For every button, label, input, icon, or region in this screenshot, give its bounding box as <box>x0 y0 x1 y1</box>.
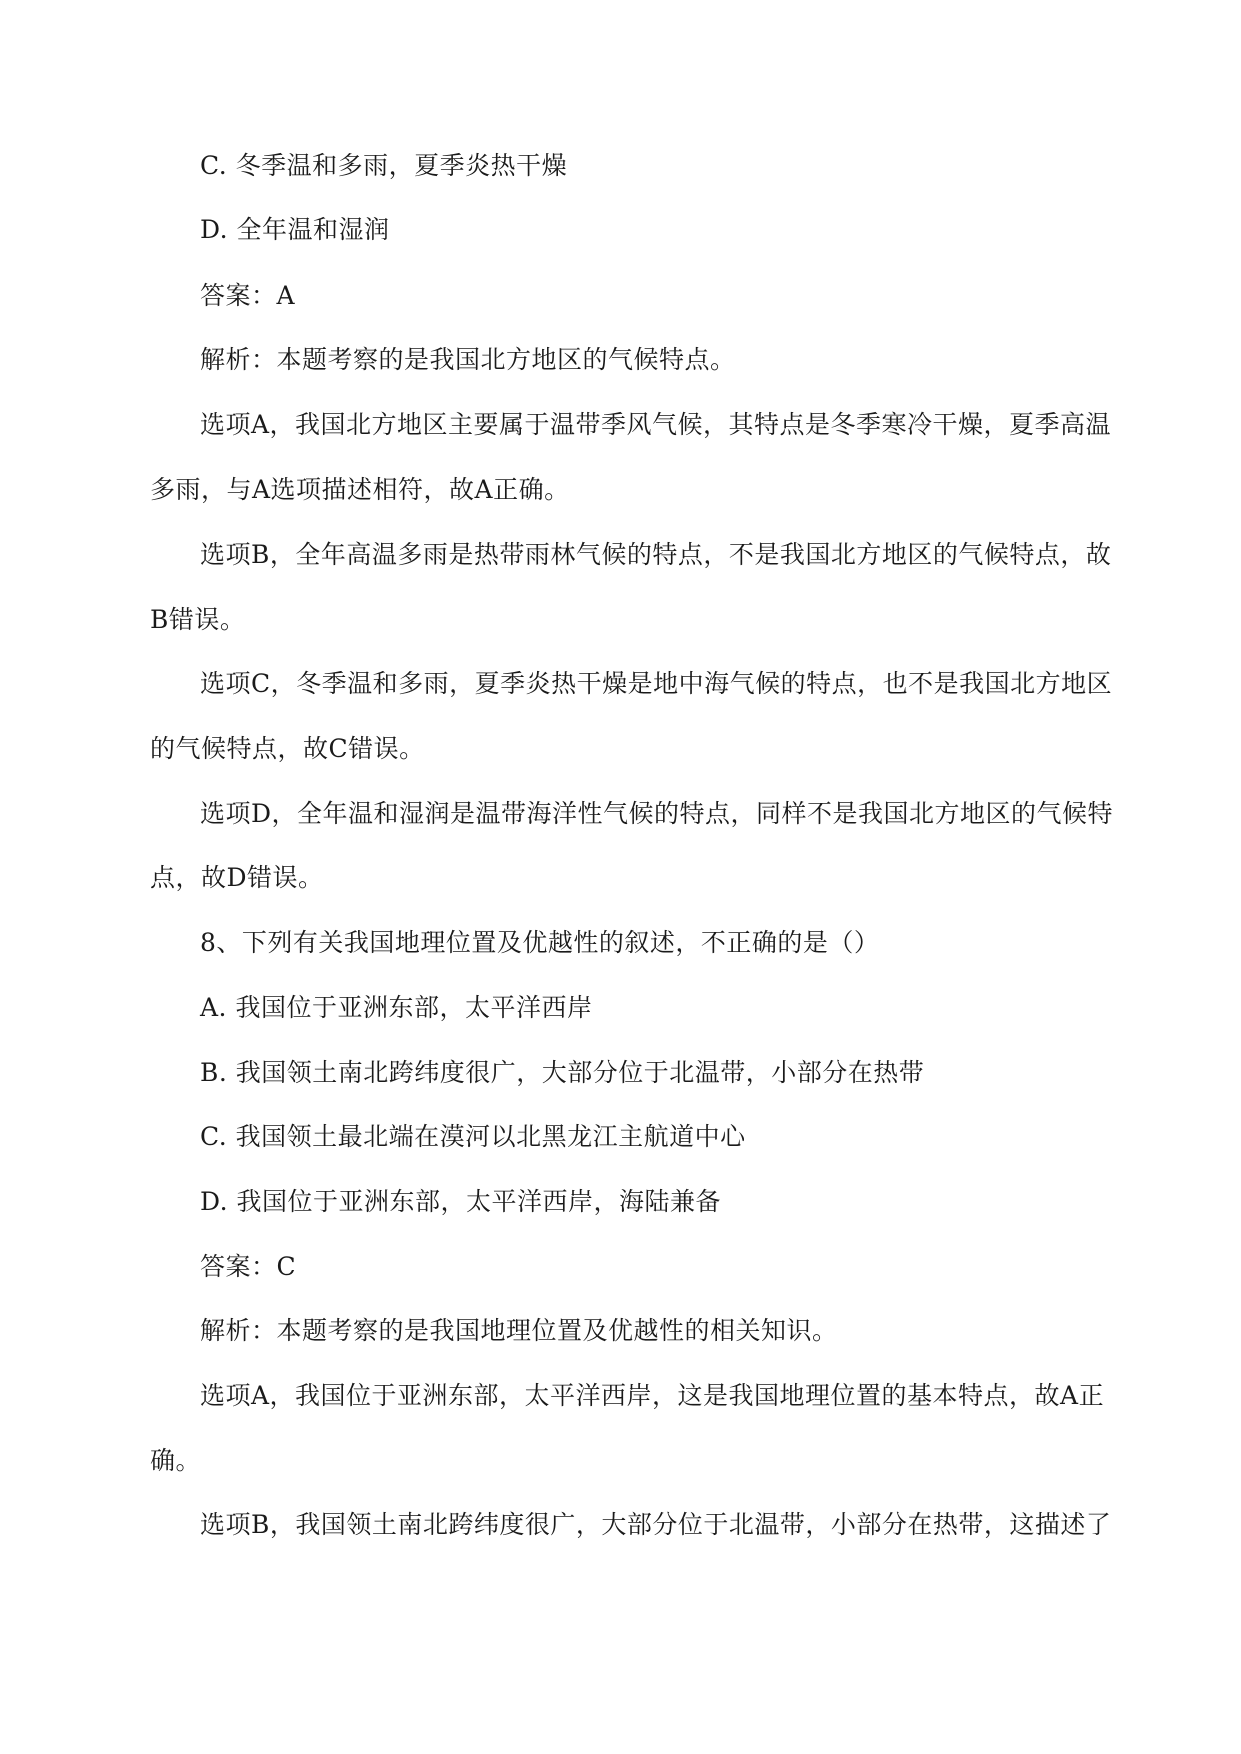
q8-option-c-line: C. 我国领土最北端在漠河以北黑龙江主航道中心 <box>200 1122 746 1151</box>
explanation-d-line1: 选项D，全年温和湿润是温带海洋性气候的特点，同样不是我国北方地区的气候特 <box>200 799 1114 828</box>
explanation-a-line2: 多雨，与A选项描述相符，故A正确。 <box>150 475 570 504</box>
q8-explanation-b-line1: 选项B，我国领土南北跨纬度很广，大部分位于北温带，小部分在热带，这描述了 <box>200 1510 1112 1539</box>
analysis-line: 解析：本题考察的是我国北方地区的气候特点。 <box>200 345 736 374</box>
option-c-line: C. 冬季温和多雨，夏季炎热干燥 <box>200 151 568 180</box>
explanation-b-line2: B错误。 <box>150 605 246 634</box>
explanation-b-line1: 选项B，全年高温多雨是热带雨林气候的特点，不是我国北方地区的气候特点，故 <box>200 540 1112 569</box>
explanation-a-line1: 选项A，我国北方地区主要属于温带季风气候，其特点是冬季寒冷干燥，夏季高温 <box>200 410 1112 439</box>
q8-answer-line: 答案：C <box>200 1252 297 1281</box>
explanation-c-line2: 的气候特点，故C错误。 <box>150 734 425 763</box>
q8-analysis-line: 解析：本题考察的是我国地理位置及优越性的相关知识。 <box>200 1316 838 1345</box>
q8-option-a-line: A. 我国位于亚洲东部，太平洋西岸 <box>200 993 593 1022</box>
option-d-line: D. 全年温和湿润 <box>200 215 390 244</box>
question-8-line: 8、下列有关我国地理位置及优越性的叙述，不正确的是（） <box>200 928 880 957</box>
q8-option-d-line: D. 我国位于亚洲东部，太平洋西岸，海陆兼备 <box>200 1187 722 1216</box>
answer-line: 答案：A <box>200 281 296 310</box>
q8-explanation-a-line2: 确。 <box>150 1446 202 1475</box>
explanation-d-line2: 点，故D错误。 <box>150 863 324 892</box>
q8-explanation-a-line1: 选项A，我国位于亚洲东部，太平洋西岸，这是我国地理位置的基本特点，故A正 <box>200 1381 1105 1410</box>
q8-option-b-line: B. 我国领土南北跨纬度很广，大部分位于北温带，小部分在热带 <box>200 1058 925 1087</box>
explanation-c-line1: 选项C，冬季温和多雨，夏季炎热干燥是地中海气候的特点，也不是我国北方地区 <box>200 669 1113 698</box>
